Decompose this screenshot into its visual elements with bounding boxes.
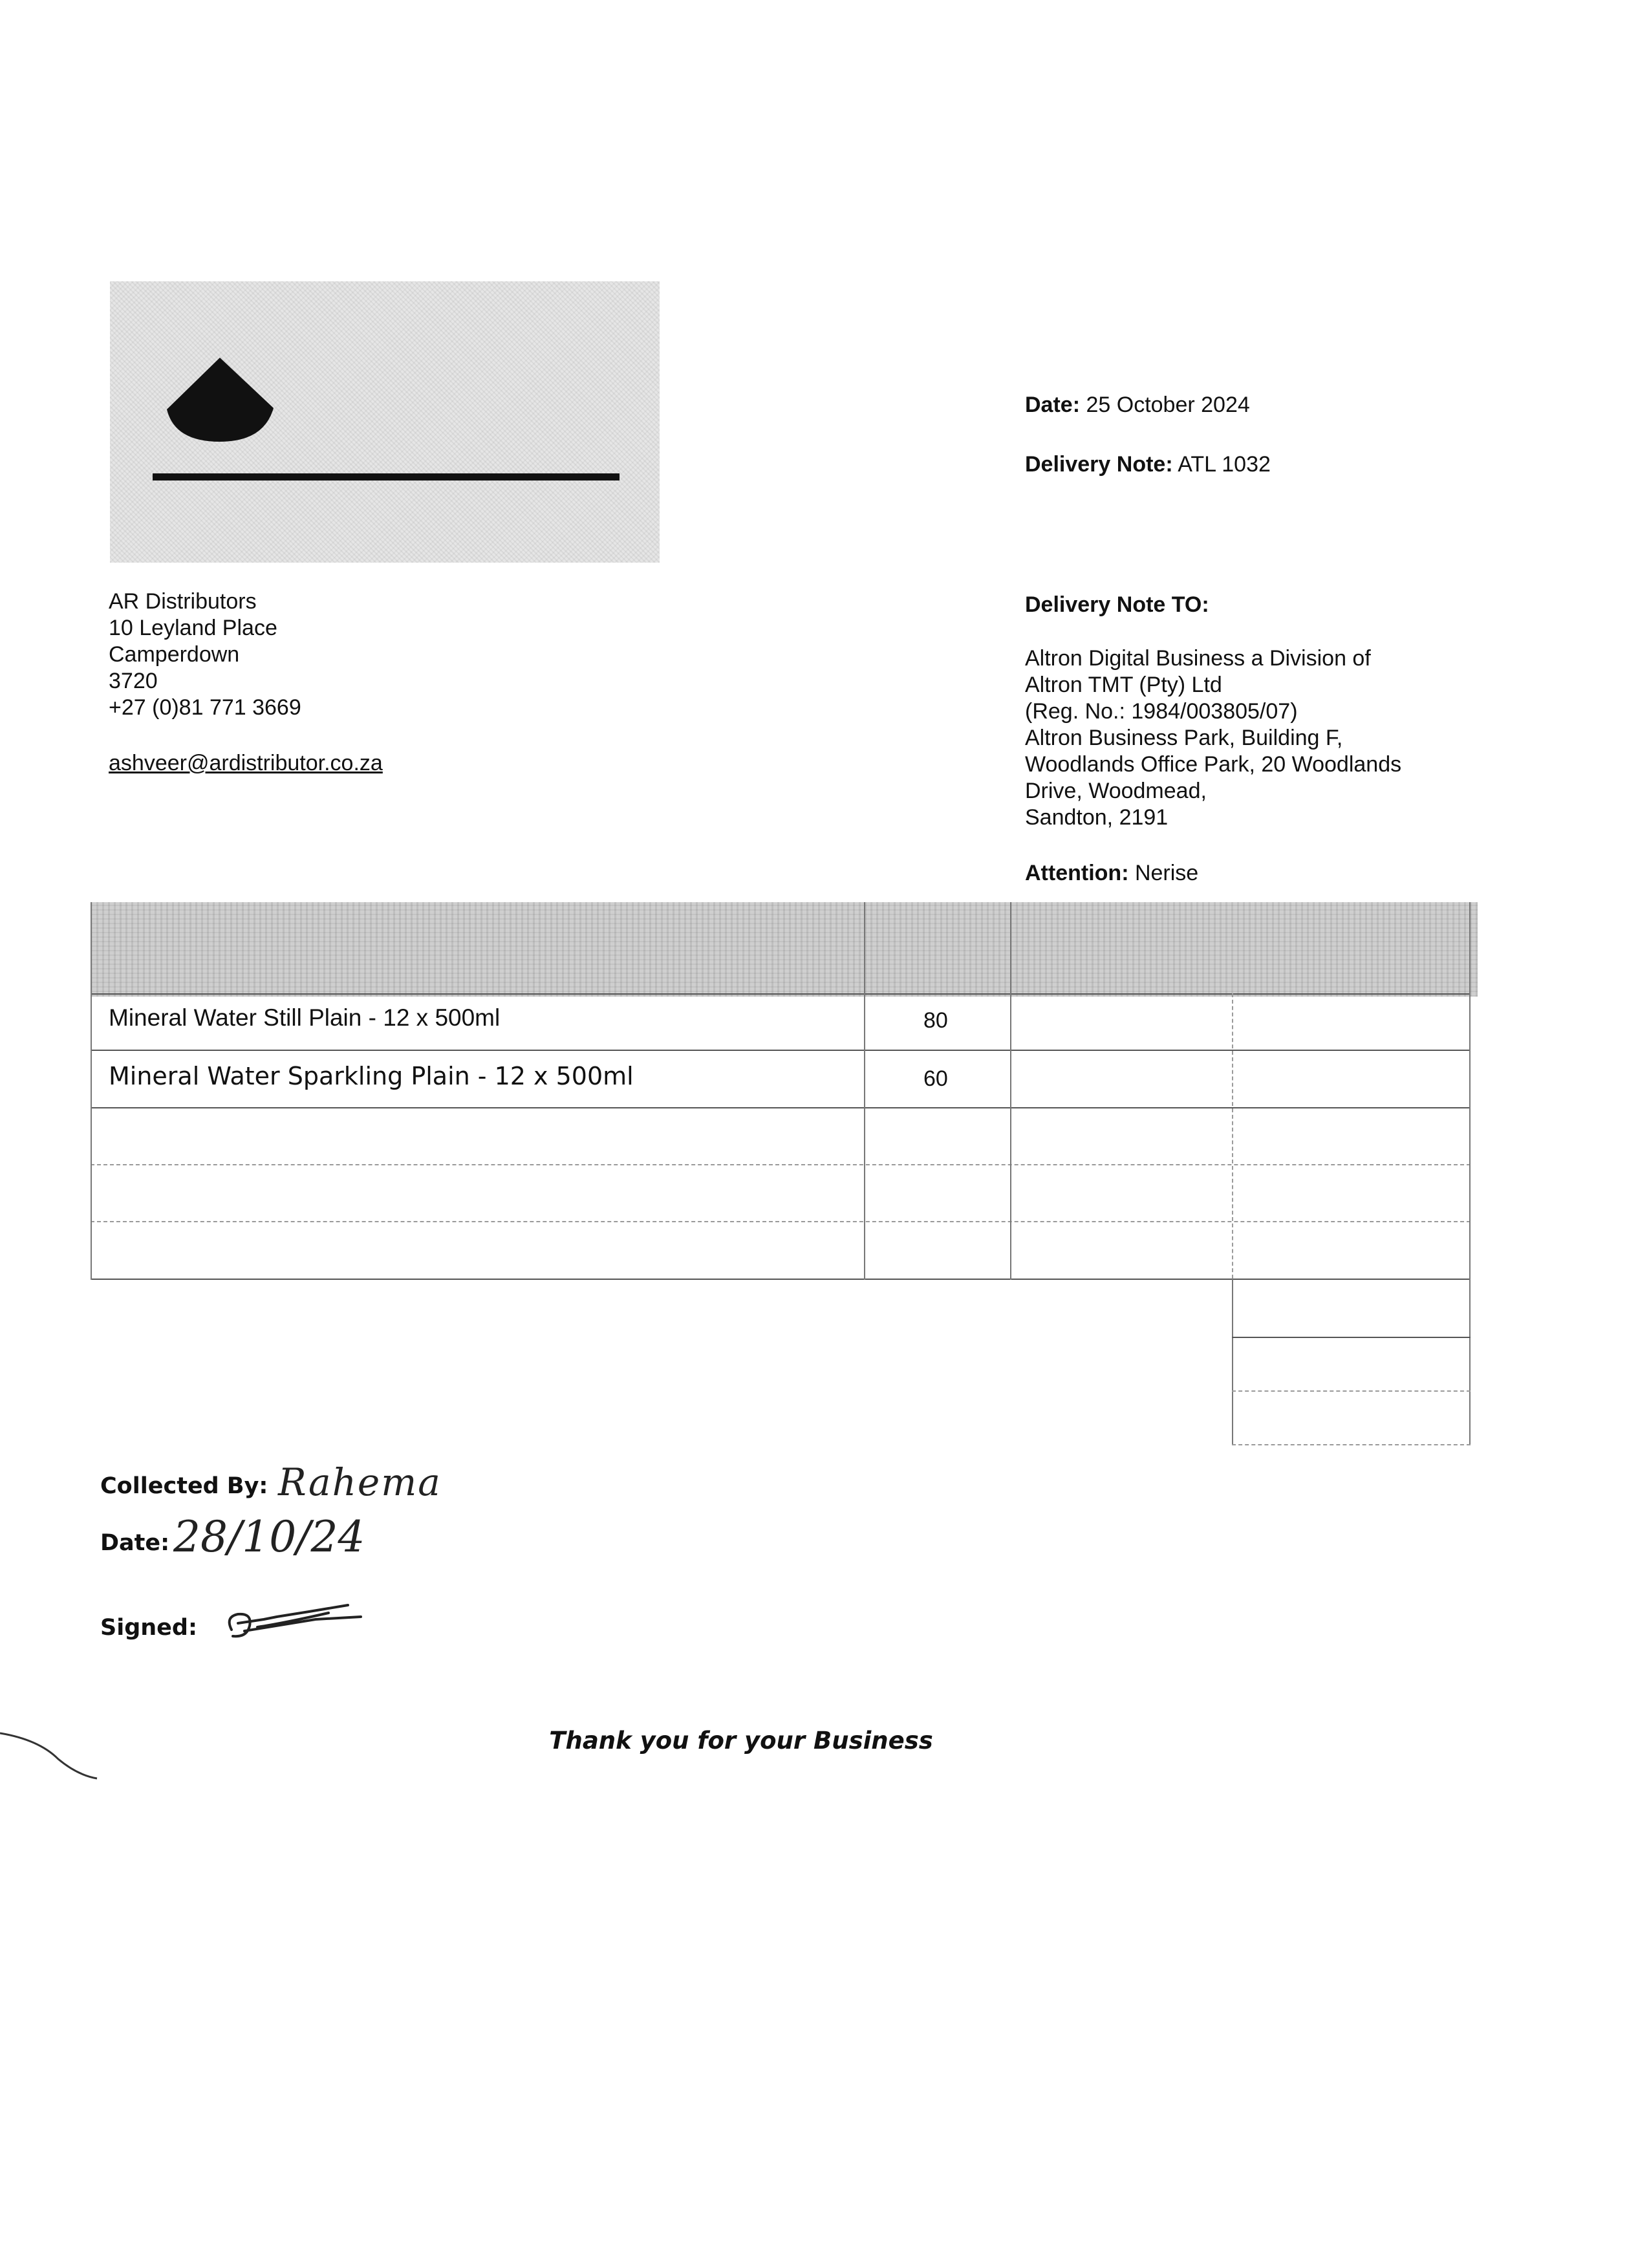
sender-email[interactable]: ashveer@ardistributor.co.za [109, 751, 383, 775]
table-rule [91, 1164, 1471, 1165]
delivery-note-value: ATL 1032 [1178, 452, 1271, 477]
date-value: 25 October 2024 [1086, 393, 1250, 417]
signed-label: Signed: [100, 1615, 197, 1641]
collected-by-value: Rahema [278, 1460, 442, 1504]
signature-mark [219, 1597, 367, 1649]
collected-by-label: Collected By: [100, 1473, 268, 1499]
recipient-line: Woodlands Office Park, 20 Woodlands [1025, 752, 1402, 777]
totals-rule [1232, 1337, 1471, 1338]
recipient-line: Altron Business Park, Building F, [1025, 726, 1343, 750]
recipient-line: Altron TMT (Pty) Ltd [1025, 673, 1222, 697]
totals-rule [1232, 1390, 1471, 1392]
table-col-rule [1232, 993, 1233, 1279]
recipient-line: Sandton, 2191 [1025, 805, 1169, 830]
table-header-band [91, 902, 1478, 997]
totals-rule [1232, 1279, 1233, 1445]
logo-drop-icon [167, 358, 274, 442]
attention-value: Nerise [1134, 861, 1199, 885]
sender-postal-code: 3720 [109, 669, 158, 693]
date-line: Date: 25 October 2024 [1025, 393, 1250, 417]
recipient-line: (Reg. No.: 1984/003805/07) [1025, 699, 1298, 724]
recipient-line: Altron Digital Business a Division of [1025, 646, 1371, 671]
sender-street: 10 Leyland Place [109, 616, 277, 640]
table-row-description: Mineral Water Sparkling Plain - 12 x 500ml [109, 1062, 634, 1090]
sender-name: AR Distributors [109, 589, 257, 614]
sender-city: Camperdown [109, 642, 240, 667]
collection-date-label: Date: [100, 1530, 170, 1556]
table-col-rule [1469, 902, 1471, 1280]
totals-rule [1232, 1444, 1471, 1445]
table-row-quantity: 60 [923, 1066, 948, 1091]
table-row-description: Mineral Water Still Plain - 12 x 500ml [109, 1004, 501, 1031]
scan-artifact [0, 1714, 103, 1785]
table-rule [91, 1107, 1471, 1108]
table-col-rule [1010, 902, 1011, 1280]
sender-address [109, 589, 301, 721]
thank-you-message: Thank you for your Business [549, 1727, 933, 1755]
totals-rule [1469, 1279, 1471, 1445]
table-rule [91, 993, 1471, 995]
recipient-heading: Delivery Note TO: [1025, 592, 1209, 617]
sender-phone: +27 (0)81 771 3669 [109, 695, 301, 720]
table-rule [91, 1221, 1471, 1222]
delivery-note-line: Delivery Note: ATL 1032 [1025, 452, 1271, 477]
collection-date-value: 28/10/24 [173, 1512, 365, 1562]
recipient-line: Drive, Woodmead, [1025, 779, 1207, 803]
table-rule [91, 1279, 1471, 1280]
attention-line: Attention: Nerise [1025, 861, 1199, 885]
table-row-quantity: 80 [923, 1008, 948, 1033]
logo-underline [153, 473, 620, 481]
table-col-rule [864, 902, 865, 1280]
table-rule [91, 1050, 1471, 1051]
recipient-address [1025, 645, 1401, 831]
table-col-rule [91, 902, 92, 1280]
